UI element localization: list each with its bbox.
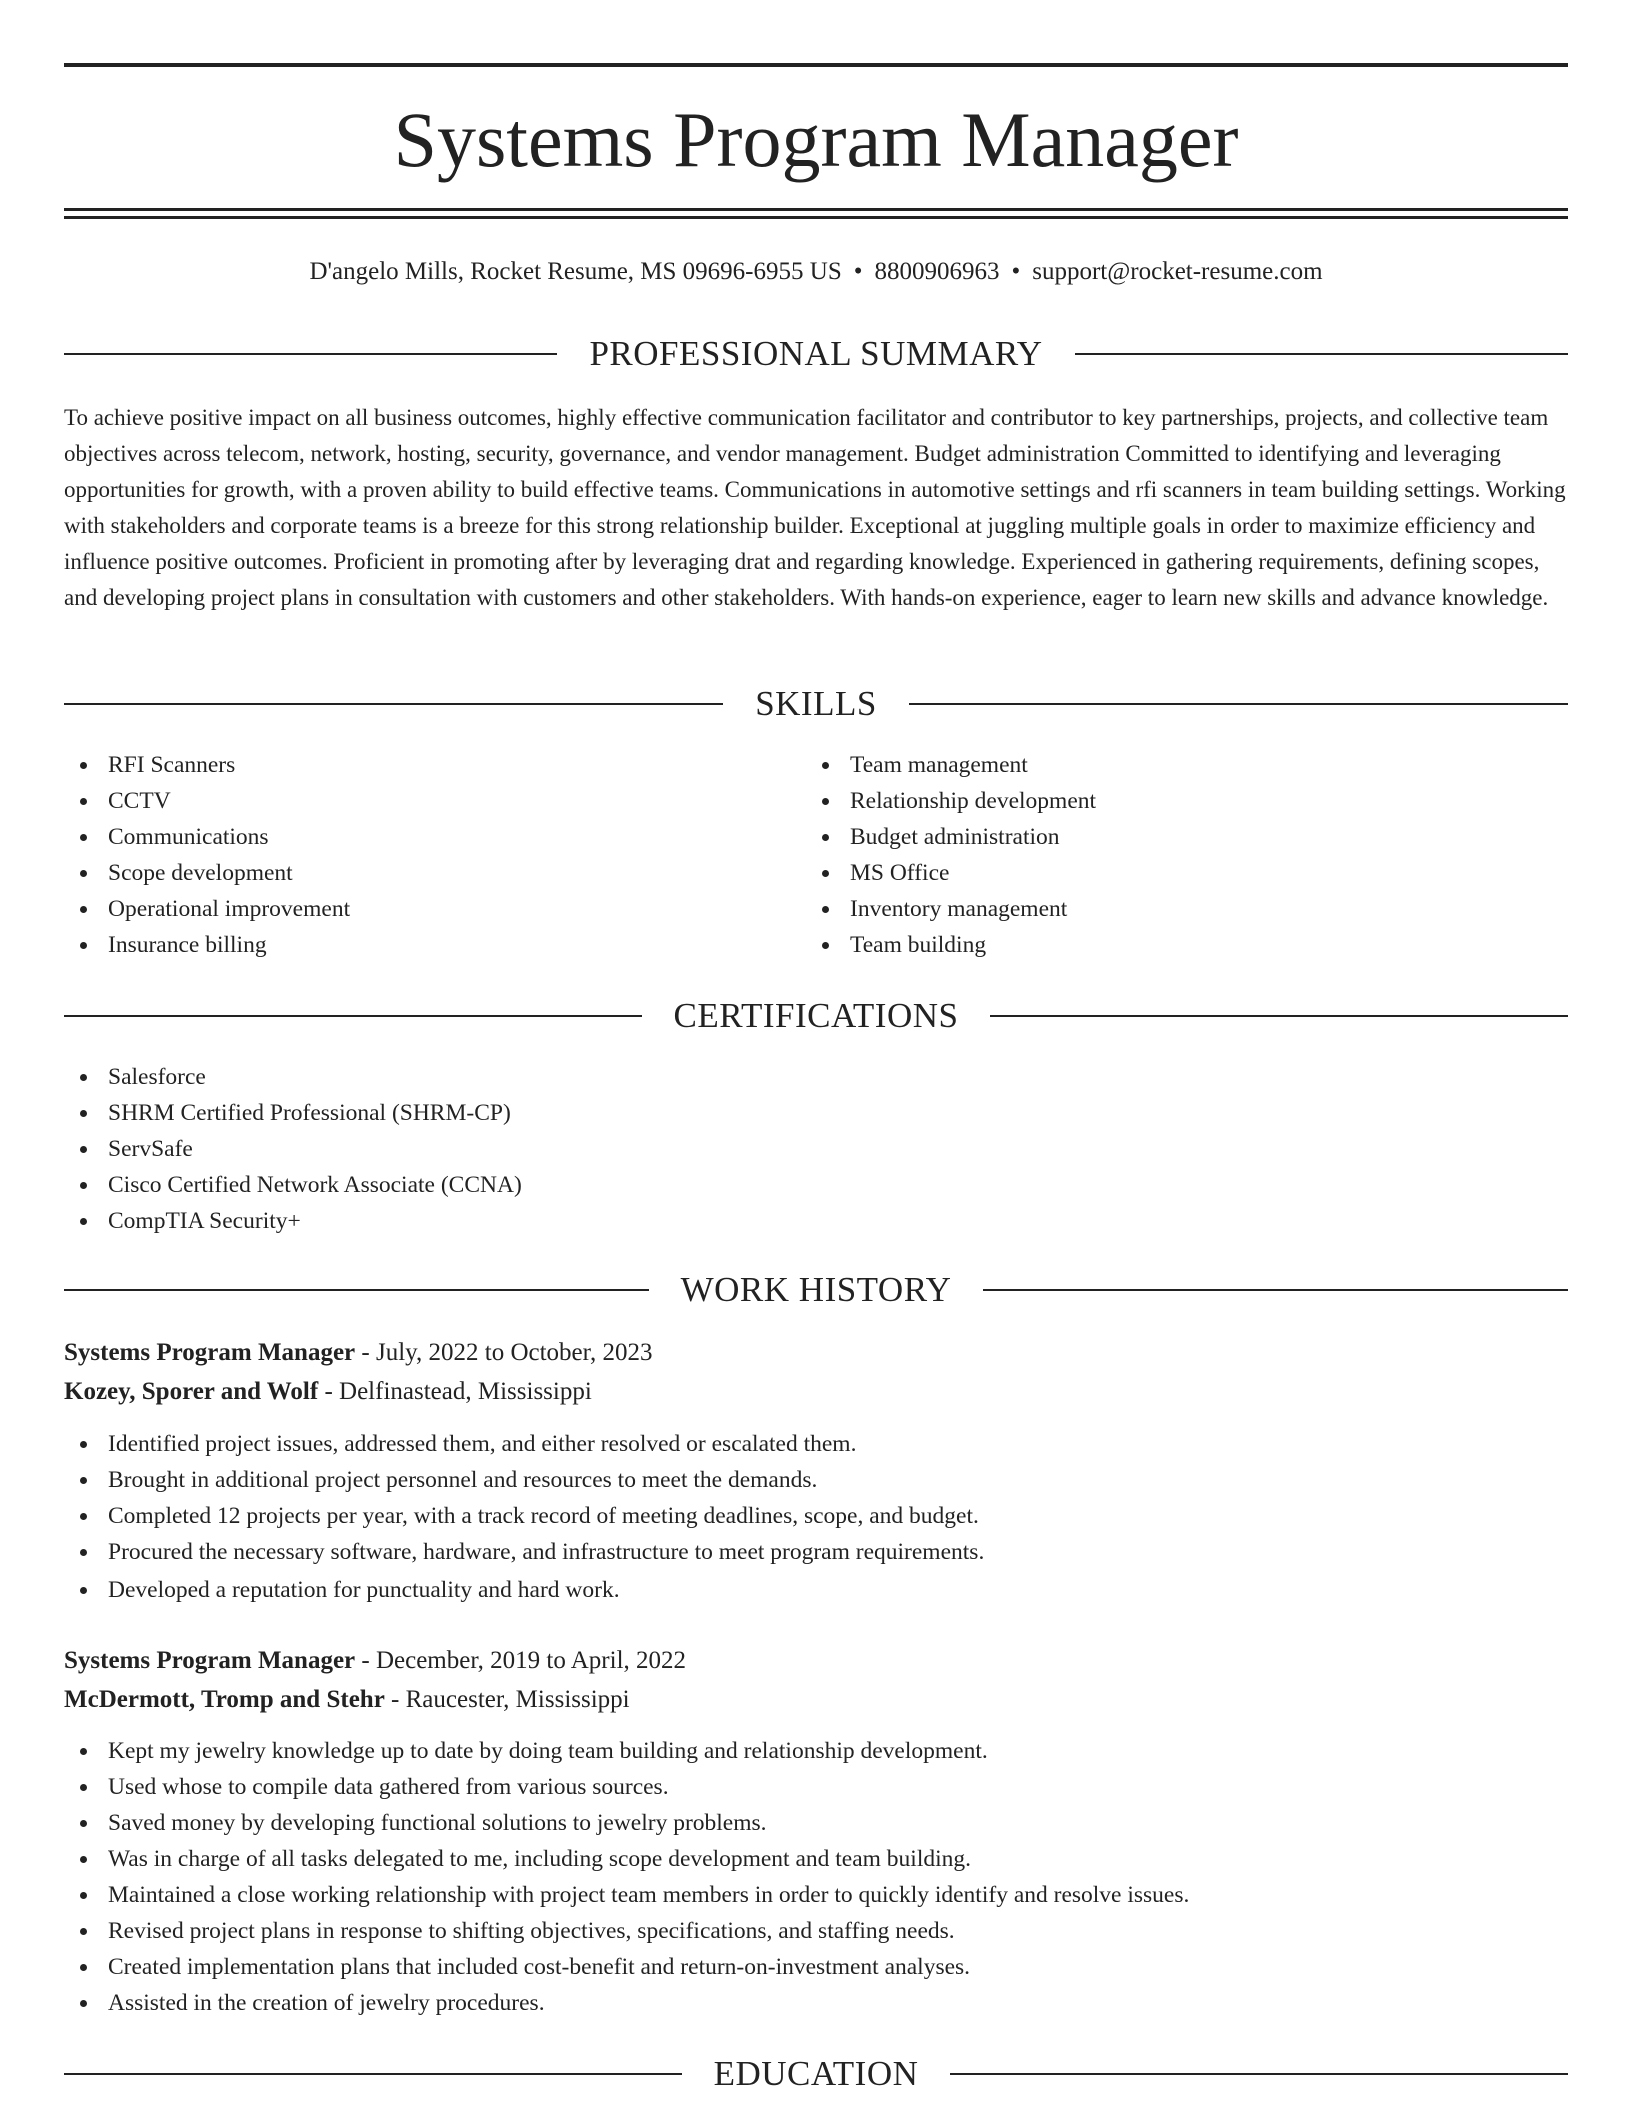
section-heading-certifications — [64, 994, 1568, 1038]
job-bullet: Brought in additional project personnel and resources to meet the demands. — [64, 1462, 1568, 1498]
job-location: - Delfinastead, Mississippi — [318, 1378, 592, 1405]
heading-rule — [64, 2073, 682, 2075]
job-company: McDermott, Tromp and Stehr — [64, 1686, 385, 1713]
skill-item: CCTV — [64, 783, 764, 819]
section-heading-label: SKILLS — [755, 684, 877, 723]
certification-item: ServSafe — [64, 1131, 1064, 1167]
summary-text: To achieve positive impact on all business outcomes, highly effective communication facilitator and contributor to key partnerships, projects, and collective team objectives across telecom, network, hosting, security, governance, and vendor management. Budget administration Committed to identifying and leveraging opportunities for growth, with a proven ability to build effective teams. Communications in automotive settings and rfi scanners in team building settings. Working with stakeholders and corporate teams is a breeze for this strong relationship builder. Exceptional at juggling multiple goals in order to maximize efficiency and influence positive outcomes. Proficient in promoting after by leveraging drat and regarding knowledge. Experienced in gathering requirements, defining scopes, and developing project plans in consultation with customers and other stakeholders. With hands-on experience, eager to learn new skills and advance knowledge. — [64, 405, 1566, 610]
contact-address: D'angelo Mills, Rocket Resume, MS 09696-6955 US — [309, 258, 842, 285]
heading-rule — [983, 1289, 1568, 1291]
heading-rule — [64, 703, 723, 705]
job-company-line — [64, 1372, 1568, 1411]
heading-rule — [909, 703, 1568, 705]
job-location: - Raucester, Mississippi — [384, 1686, 630, 1713]
certification-item: Cisco Certified Network Associate (CCNA) — [64, 1167, 1064, 1203]
skill-item: Communications — [64, 819, 764, 855]
job-bullet: Completed 12 projects per year, with a track record of meeting deadlines, scope, and budget. — [64, 1498, 1568, 1534]
certification-item: SHRM Certified Professional (SHRM-CP) — [64, 1095, 1064, 1131]
job-entry — [64, 1333, 1568, 1411]
job-bullet: Kept my jewelry knowledge up to date by doing team building and relationship development. — [64, 1733, 1568, 1769]
heading-rule — [990, 1015, 1568, 1017]
heading-rule — [64, 1015, 642, 1017]
job-title-line — [64, 1333, 1568, 1372]
section-heading-label: CERTIFICATIONS — [673, 996, 959, 1035]
contact-separator: • — [853, 258, 863, 285]
contact-email[interactable]: support@rocket-resume.com — [1032, 258, 1323, 285]
certification-item: CompTIA Security+ — [64, 1203, 1064, 1239]
skill-item: Team building — [806, 927, 1506, 963]
job-bullet: Maintained a close working relationship with project team members in order to quickly identify and resolve issues. — [64, 1877, 1568, 1913]
skill-item: MS Office — [806, 855, 1506, 891]
skill-item: Operational improvement — [64, 891, 764, 927]
job-entry — [64, 1641, 1568, 1719]
skills-list-left — [64, 747, 764, 963]
section-heading-education — [64, 2052, 1568, 2096]
title-rule-lower — [64, 216, 1568, 219]
job-bullets — [64, 1426, 1568, 1608]
job-bullet: Procured the necessary software, hardware, and infrastructure to meet program requirements. — [64, 1534, 1568, 1570]
job-title-line — [64, 1641, 1568, 1680]
section-heading-label: PROFESSIONAL SUMMARY — [589, 334, 1043, 373]
heading-rule — [1075, 353, 1568, 355]
section-heading-skills — [64, 682, 1568, 726]
job-bullet: Assisted in the creation of jewelry procedures. — [64, 1985, 1568, 2021]
contact-separator: • — [1011, 258, 1021, 285]
contact-line — [64, 255, 1568, 289]
skill-item: Inventory management — [806, 891, 1506, 927]
job-title: Systems Program Manager — [64, 1339, 356, 1366]
job-bullets — [64, 1733, 1568, 2021]
heading-rule — [950, 2073, 1568, 2075]
certification-item: Salesforce — [64, 1059, 1064, 1095]
job-bullet: Developed a reputation for punctuality and hard work. — [64, 1572, 1568, 1608]
certifications-list — [64, 1059, 1064, 1239]
job-bullet: Used whose to compile data gathered from various sources. — [64, 1769, 1568, 1805]
section-heading-label: WORK HISTORY — [680, 1270, 952, 1309]
section-heading-summary — [64, 332, 1568, 376]
section-heading-label: EDUCATION — [713, 2054, 919, 2093]
skill-item: Team management — [806, 747, 1506, 783]
heading-rule — [64, 1289, 649, 1291]
job-dates: - July, 2022 to October, 2023 — [355, 1339, 653, 1366]
skill-item: Scope development — [64, 855, 764, 891]
job-title: Systems Program Manager — [64, 1647, 356, 1674]
skill-item: Budget administration — [806, 819, 1506, 855]
skill-item: RFI Scanners — [64, 747, 764, 783]
top-rule — [64, 63, 1568, 67]
job-bullet: Created implementation plans that included cost-benefit and return-on-investment analyses. — [64, 1949, 1568, 1985]
job-bullet: Revised project plans in response to shifting objectives, specifications, and staffing needs. — [64, 1913, 1568, 1949]
title-rule-upper — [64, 208, 1568, 211]
skill-item: Insurance billing — [64, 927, 764, 963]
job-bullet: Identified project issues, addressed them, and either resolved or escalated them. — [64, 1426, 1568, 1462]
job-dates: - December, 2019 to April, 2022 — [355, 1647, 687, 1674]
heading-rule — [64, 353, 557, 355]
skills-list-right — [806, 747, 1506, 963]
job-bullet: Was in charge of all tasks delegated to me, including scope development and team building. — [64, 1841, 1568, 1877]
resume-title: Systems Program Manager — [393, 96, 1239, 183]
section-heading-work-history — [64, 1268, 1568, 1312]
job-company: Kozey, Sporer and Wolf — [64, 1378, 319, 1405]
skill-item: Relationship development — [806, 783, 1506, 819]
job-bullet: Saved money by developing functional solutions to jewelry problems. — [64, 1805, 1568, 1841]
contact-phone: 8800906963 — [874, 258, 1000, 285]
job-company-line — [64, 1680, 1568, 1719]
